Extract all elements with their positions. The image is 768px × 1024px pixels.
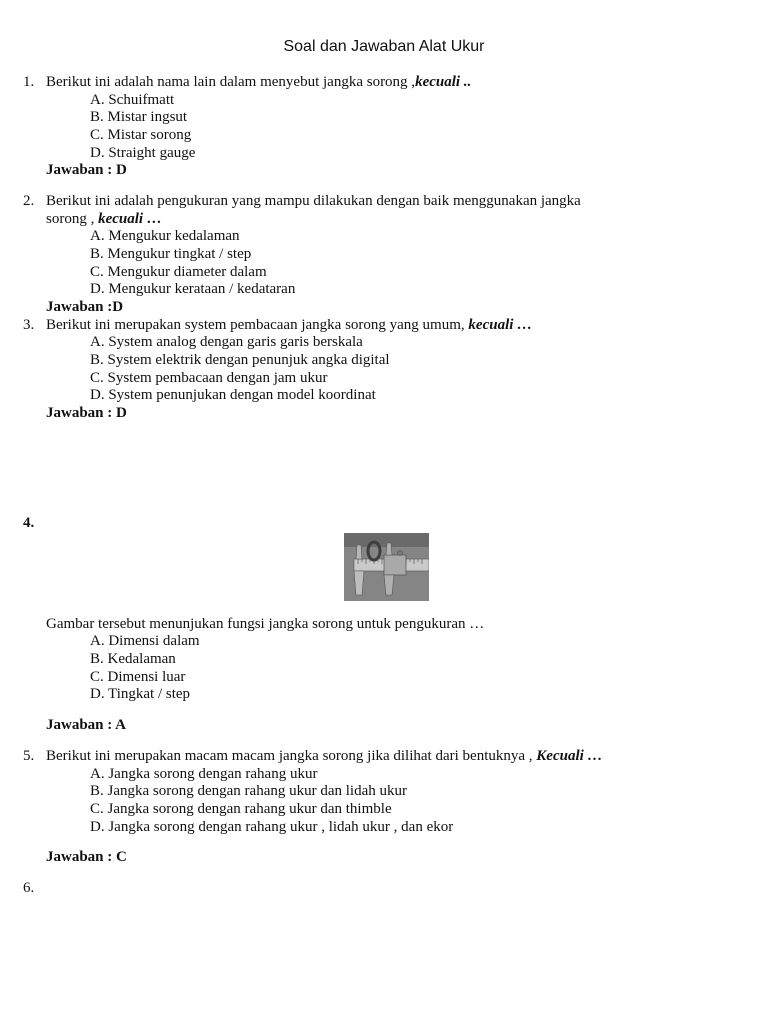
question-number: 6. <box>23 880 35 896</box>
answer: Jawaban : D <box>46 405 127 421</box>
option-b: B. System elektrik dengan penunjuk angka digital <box>90 352 390 368</box>
question-stem: Gambar tersebut menunjukan fungsi jangka sorong untuk pengukuran <box>46 616 466 632</box>
question-text <box>46 73 471 91</box>
option-d: D. System penunjukan dengan model koordinat <box>90 387 376 403</box>
option-a: A. Mengukur kedalaman <box>90 228 240 244</box>
option-c: C. System pembacaan dengan jam ukur <box>90 370 328 386</box>
option-b: B. Mistar ingsut <box>90 109 188 125</box>
question-ellipsis: … <box>465 616 485 632</box>
question-keyword: Kecuali … <box>536 748 603 764</box>
question-keyword: kecuali … <box>98 211 162 227</box>
option-c: C. Mistar sorong <box>90 127 192 143</box>
option-a: A. System analog dengan garis garis berskala <box>90 334 363 350</box>
option-d: D. Tingkat / step <box>90 686 191 702</box>
option-b: B. Jangka sorong dengan rahang ukur dan lidah ukur <box>90 783 408 799</box>
option-c: C. Dimensi luar <box>90 669 186 685</box>
question-text <box>46 316 532 334</box>
option-a: A. Jangka sorong dengan rahang ukur <box>90 766 318 782</box>
question-keyword: kecuali … <box>468 317 533 333</box>
question-stem: Berikut ini adalah nama lain dalam menyebut jangka sorong , <box>46 74 416 90</box>
option-c: C. Jangka sorong dengan rahang ukur dan thimble <box>90 801 392 817</box>
question-keyword: kecuali .. <box>415 74 472 90</box>
answer: Jawaban : C <box>46 849 127 865</box>
option-a: A. Dimensi dalam <box>90 633 200 649</box>
question-text-continued <box>46 210 162 228</box>
option-d: D. Straight gauge <box>90 145 196 161</box>
question-number: 3. <box>23 317 35 333</box>
question-stem: Berikut ini merupakan system pembacaan jangka sorong yang umum, <box>46 317 469 333</box>
option-b: B. Mengukur tingkat / step <box>90 246 252 262</box>
option-a: A. Schuifmatt <box>90 92 175 108</box>
vernier-caliper-image <box>344 533 429 601</box>
question-text: Berikut ini adalah pengukuran yang mampu dilakukan dengan baik menggunakan jangka <box>46 193 581 209</box>
option-d: D. Mengukur kerataan / kedataran <box>90 281 296 297</box>
question-stem: Berikut ini merupakan macam macam jangka sorong jika dilihat dari bentuknya , <box>46 748 537 764</box>
answer: Jawaban : D <box>46 162 127 178</box>
answer: Jawaban : A <box>46 717 127 733</box>
question-stem: sorong , <box>46 211 99 227</box>
option-d: D. Jangka sorong dengan rahang ukur , lidah ukur , dan ekor <box>90 819 454 835</box>
question-text <box>46 747 603 765</box>
question-number: 1. <box>23 74 35 90</box>
option-c: C. Mengukur diameter dalam <box>90 264 267 280</box>
question-number: 5. <box>23 748 35 764</box>
answer: Jawaban :D <box>46 299 124 315</box>
question-number: 2. <box>23 193 35 209</box>
option-b: B. Kedalaman <box>90 651 176 667</box>
question-text <box>46 615 484 633</box>
question-number: 4. <box>23 515 35 531</box>
vernier-caliper-photo <box>344 533 429 601</box>
page-title: Soal dan Jawaban Alat Ukur <box>283 38 485 55</box>
